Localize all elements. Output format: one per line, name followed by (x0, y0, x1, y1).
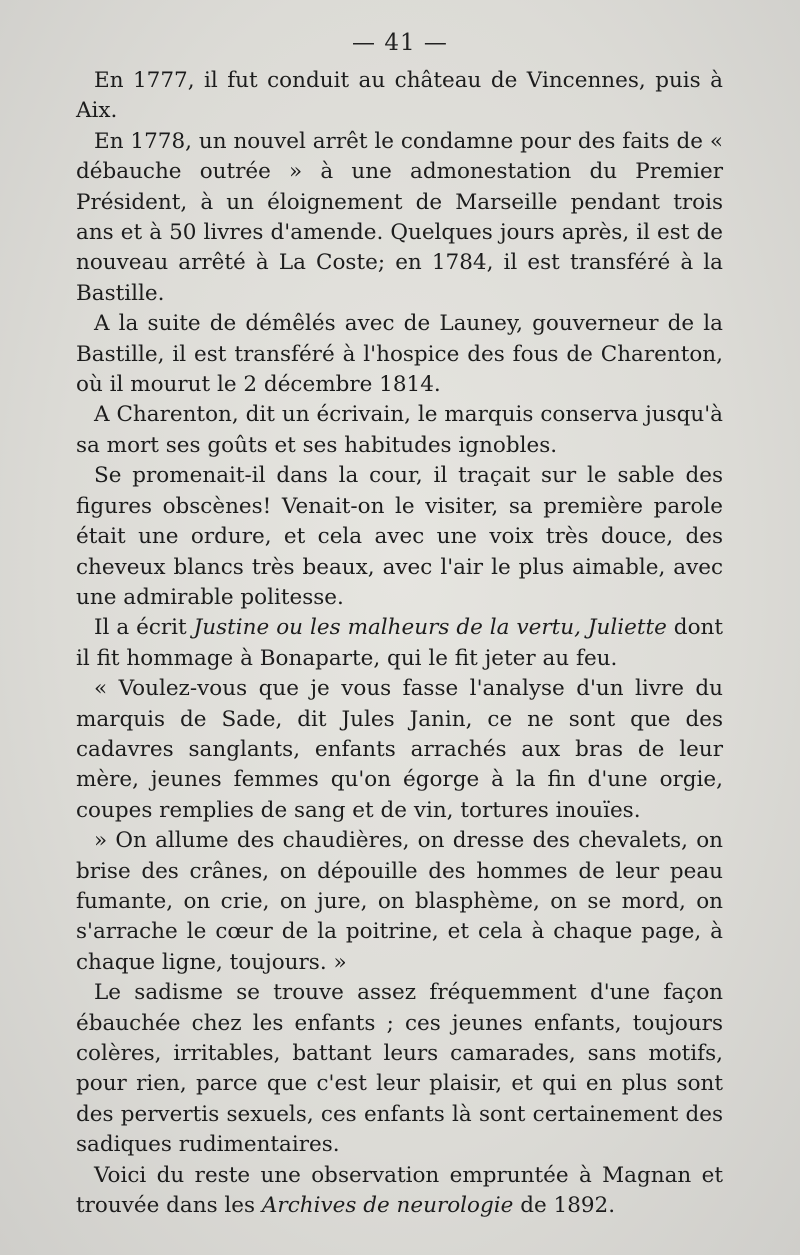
text-run: Le sadisme se trouve assez fréquemment d'une façon ébauchée chez les enfants ; ces jeunes enfants, toujours colères, irritables, battant leurs camarades, sans motifs, pour rien, parce que c'est leur plaisir, et qui en plus sont des pervertis sexuels, ces enfants là sont certainement des sadiques rudimentaires. (76, 980, 723, 1158)
paragraph (76, 674, 723, 826)
paragraph (76, 613, 723, 674)
page-number: — 41 — (352, 30, 448, 56)
journal-title-italic: Archives de neurologie (261, 1193, 514, 1219)
body-text (76, 66, 723, 1221)
text-run: Se promenait-il dans la cour, il traçait sur le sable des figures obscènes! Venait-on le visiter, sa première parole était une ordure, et cela avec une voix très douce, des cheveux blancs très beaux, avec l'air le plus aimable, avec une admirable politesse. (76, 463, 723, 610)
paragraph (76, 400, 723, 461)
book-title-italic: Justine ou les malheurs de la vertu, Juliette (193, 615, 667, 641)
paragraph (76, 826, 723, 978)
text-run: » On allume des chaudières, on dresse des chevalets, on brise des crânes, on dépouille des hommes de leur peau fumante, on crie, on jure, on blasphème, on se mord, on s'arrache le cœur de la poitrine, et cela à chaque page, à chaque ligne, toujours. » (76, 828, 723, 975)
paragraph (76, 309, 723, 400)
text-run: dont il fit hommage à Bonaparte, qui le fit jeter au feu. (76, 615, 724, 671)
text-run: de 1892. (513, 1193, 616, 1219)
paragraph (76, 461, 723, 613)
paragraph (76, 127, 723, 309)
paragraph (76, 66, 723, 127)
text-run: « Voulez-vous que je vous fasse l'analyse d'un livre du marquis de Sade, dit Jules Janin, ce ne sont que des cadavres sanglants, enfants arrachés aux bras de leur mère, jeunes femmes qu'on égorge à la fin d'une orgie, coupes remplies de sang et de vin, tortures inouïes. (76, 676, 723, 823)
paragraph (76, 1161, 723, 1222)
text-run: A Charenton, dit un écrivain, le marquis conserva jusqu'à sa mort ses goûts et ses habitudes ignobles. (76, 402, 723, 458)
text-run: En 1777, il fut conduit au château de Vincennes, puis à Aix. (76, 68, 723, 124)
paragraph (76, 978, 723, 1160)
text-run: Il a écrit (94, 615, 194, 641)
text-run: En 1778, un nouvel arrêt le condamne pour des faits de « débauche outrée » à une admonestation du Premier Président, à un éloignement de Marseille pendant trois ans et à 50 livres d'amende. Quelques jours après, il est de nouveau arrêté à La Coste; en 1784, il est transféré à la Bastille. (76, 128, 723, 306)
text-run: Voici du reste une observation empruntée à Magnan et trouvée dans les (76, 1162, 723, 1219)
text-run: A la suite de démêlés avec de Launey, gouverneur de la Bastille, il est transféré à l'hospice des fous de Charenton, où il mourut le 2 décembre 1814. (76, 311, 723, 398)
